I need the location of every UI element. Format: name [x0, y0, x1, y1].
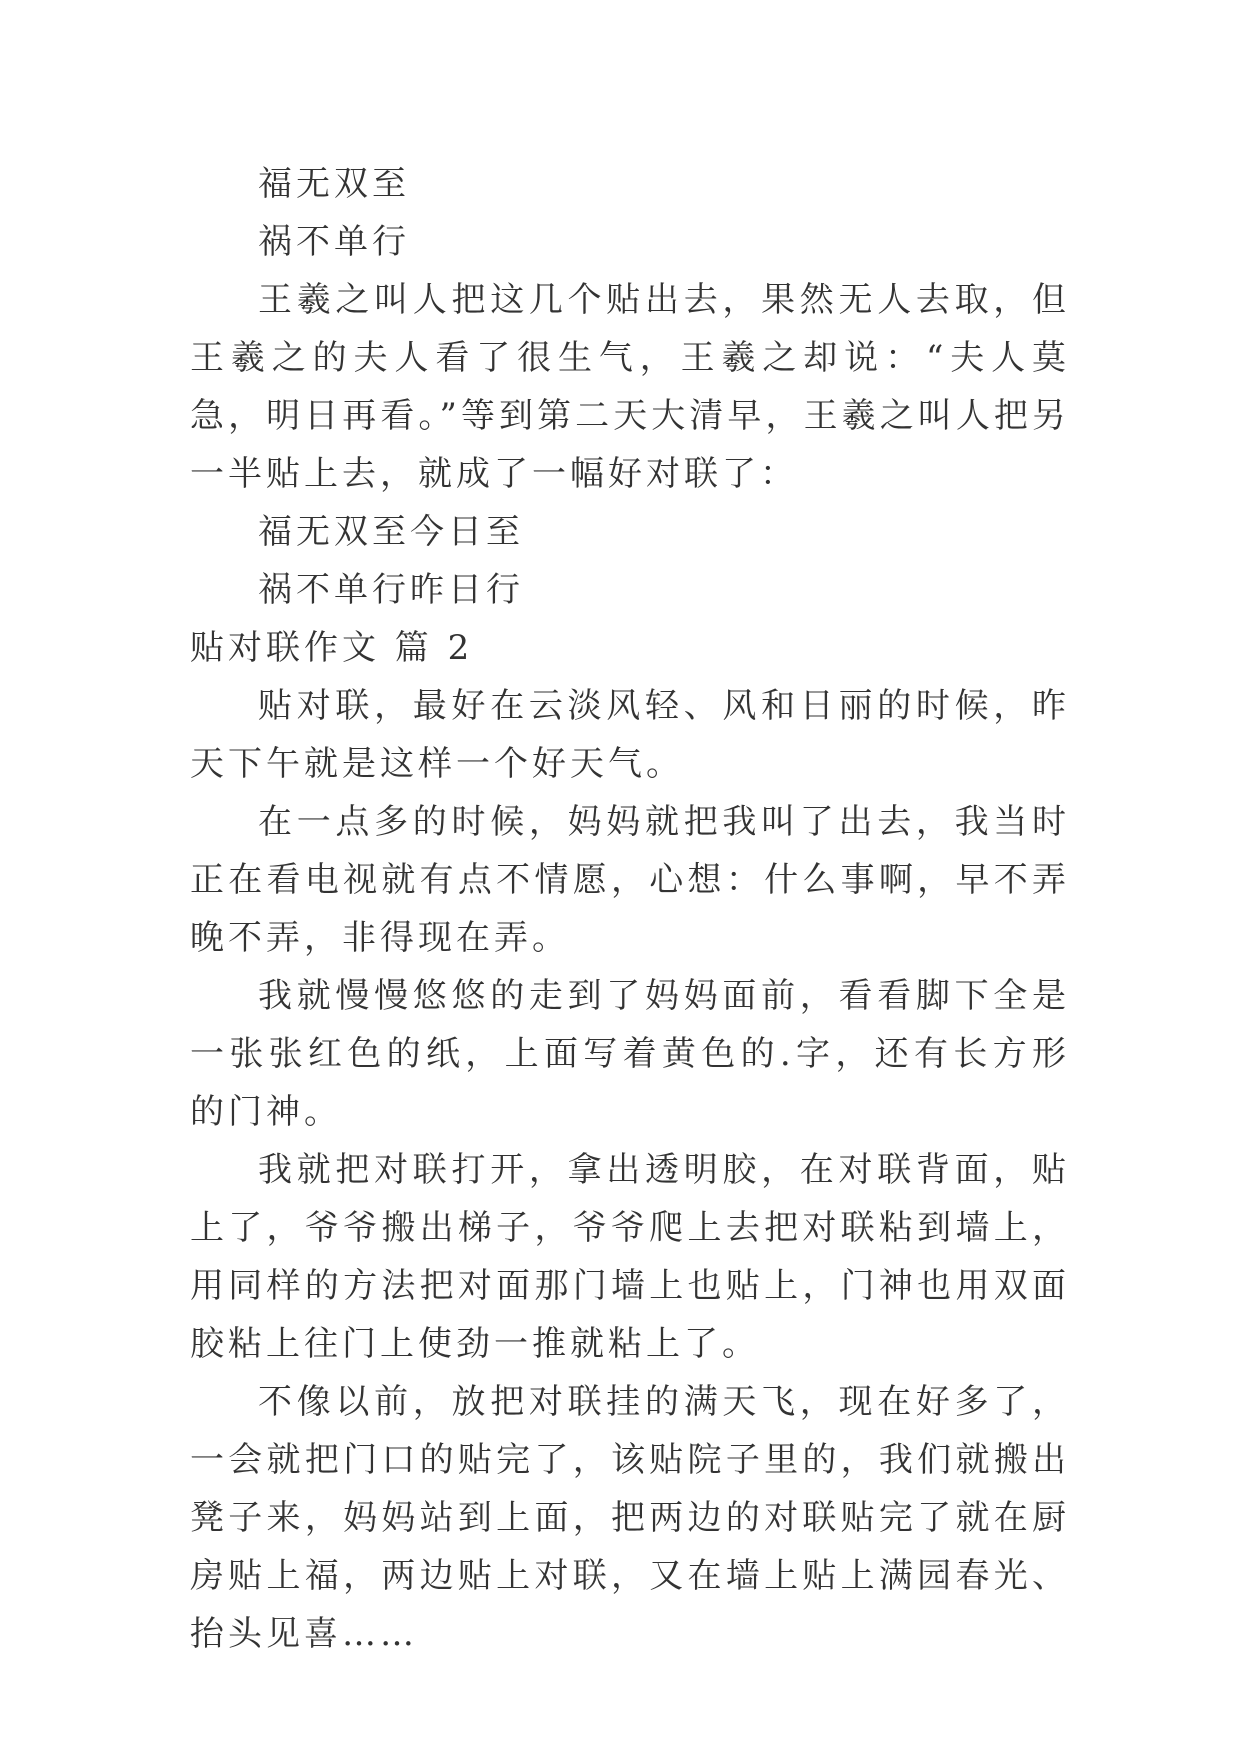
couplet-half-line-1: 福无双至 — [258, 164, 410, 204]
story-paragraph: 王羲之叫人把这几个贴出去，果然无人去取，但王羲之的夫人看了很生气，王羲之却说：“夫人莫急，明日再看。”等到第二天大清早，王羲之叫人把另一半贴上去，就成了一幅好对联了： — [190, 280, 1070, 494]
paragraph-1: 贴对联，最好在云淡风轻、风和日丽的时候，昨天下午就是这样一个好天气。 — [190, 686, 1070, 784]
paragraph-2: 在一点多的时候，妈妈就把我叫了出去，我当时正在看电视就有点不情愿，心想：什么事啊，早不弄晚不弄，非得现在弄。 — [190, 802, 1070, 958]
couplet-full-line-1: 福无双至今日至 — [258, 512, 524, 552]
section-heading: 贴对联作文 篇 2 — [190, 628, 474, 668]
couplet-half-line-2: 祸不单行 — [258, 222, 410, 262]
document-body — [190, 155, 1070, 1663]
couplet-full-line-2: 祸不单行昨日行 — [258, 570, 524, 610]
paragraph-5: 不像以前，放把对联挂的满天飞，现在好多了，一会就把门口的贴完了，该贴院子里的，我们就搬出凳子来，妈妈站到上面，把两边的对联贴完了就在厨房贴上福，两边贴上对联，又在墙上贴上满园春光、抬头见喜…… — [190, 1382, 1070, 1654]
paragraph-4: 我就把对联打开，拿出透明胶，在对联背面，贴上了，爷爷搬出梯子，爷爷爬上去把对联粘到墙上，用同样的方法把对面那门墙上也贴上，门神也用双面胶粘上往门上使劲一推就粘上了。 — [190, 1150, 1070, 1364]
paragraph-3: 我就慢慢悠悠的走到了妈妈面前，看看脚下全是一张张红色的纸，上面写着黄色的.字，还有长方形的门神。 — [190, 976, 1070, 1132]
